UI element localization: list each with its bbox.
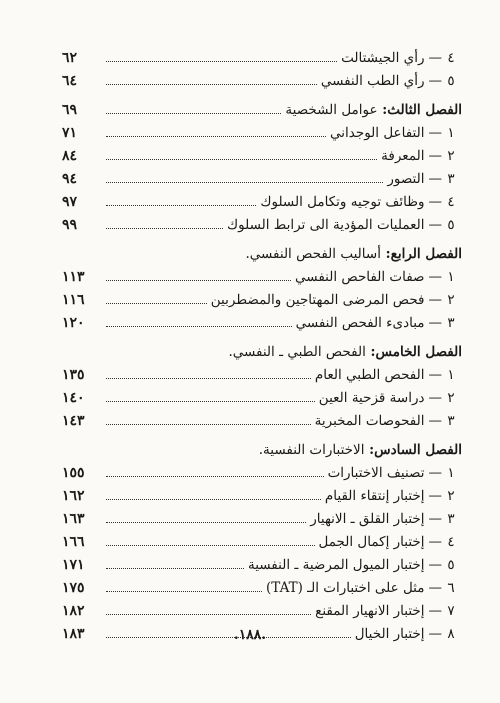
entry-title — [314, 366, 462, 383]
dash-separator: — — [428, 216, 442, 233]
table-of-contents — [62, 42, 462, 641]
entry-text: صفات الفاحص النفسي — [295, 268, 425, 285]
entry-title — [247, 556, 462, 573]
dot-leader — [106, 113, 281, 114]
dash-separator: — — [428, 579, 442, 596]
entry-title — [315, 602, 462, 619]
entry-title — [341, 49, 462, 66]
entry-number: ٣ — [447, 412, 455, 429]
toc-entry — [62, 284, 462, 307]
entry-text: مبادىء الفحص النفسي — [295, 314, 425, 331]
page-ref: ٧١ — [62, 125, 78, 141]
dash-separator: — — [428, 291, 442, 308]
entry-text: التفاعل الوجداني — [330, 124, 425, 141]
entry-text: إختبار القلق ـ الانهيار — [310, 510, 425, 527]
dash-separator: — — [428, 556, 442, 573]
entry-number: ١ — [447, 464, 455, 481]
entry-title — [318, 389, 462, 406]
entry-number: ٤ — [447, 193, 455, 210]
toc-entry — [62, 382, 462, 405]
page-ref: ١٨٢ — [62, 603, 85, 619]
toc-entry — [62, 209, 462, 232]
chapter-title — [228, 343, 462, 360]
dot-leader — [106, 476, 324, 477]
entry-number: ٢ — [447, 487, 455, 504]
entry-title — [381, 147, 462, 164]
toc-chapter-heading — [62, 433, 462, 457]
dash-separator: — — [428, 389, 442, 406]
dash-separator: — — [428, 49, 442, 66]
page-ref: ١٣٥ — [62, 367, 85, 383]
dot-leader — [106, 591, 262, 592]
entry-title — [320, 72, 462, 89]
chapter-label: الفصل السادس: — [369, 441, 462, 458]
page-ref: ١٤٠ — [62, 390, 85, 406]
chapter-name: الاختبارات النفسية. — [258, 441, 365, 458]
entry-number: ٦ — [447, 579, 455, 596]
dot-leader — [106, 228, 223, 229]
toc-entry — [62, 359, 462, 382]
entry-text: رأي الطب النفسي — [320, 72, 425, 89]
entry-text: دراسة قزحية العين — [318, 389, 425, 406]
chapter-title — [285, 101, 462, 118]
toc-entry — [62, 140, 462, 163]
entry-number: ١ — [447, 124, 455, 141]
entry-number: ٥ — [447, 216, 455, 233]
page-ref: ١١٣ — [62, 269, 85, 285]
entry-number: ٢ — [447, 147, 455, 164]
page-ref: ١٧١ — [62, 557, 85, 573]
page-ref: ٨٤ — [62, 148, 78, 164]
chapter-label: الفصل الرابع: — [385, 245, 462, 262]
entry-text: رأي الجيشتالت — [341, 49, 425, 66]
entry-text: مثل على اختبارات الـ (TAT) — [266, 579, 425, 596]
toc-entry — [62, 65, 462, 88]
toc-entry — [62, 186, 462, 209]
dot-leader — [106, 401, 315, 402]
dot-leader — [106, 568, 244, 569]
entry-text: وظائف توجيه وتكامل السلوك — [260, 193, 425, 210]
toc-chapter-heading — [62, 237, 462, 261]
dash-separator: — — [428, 314, 442, 331]
dash-separator: — — [428, 193, 442, 210]
chapter-label: الفصل الثالث: — [382, 101, 462, 118]
dot-leader — [106, 378, 311, 379]
toc-entry — [62, 503, 462, 526]
entry-title — [260, 193, 462, 210]
dot-leader — [106, 205, 256, 206]
chapter-name: الفحص الطبي ـ النفسي. — [228, 343, 366, 360]
dot-leader — [106, 159, 377, 160]
entry-text: إختبار الانهيار المقنع — [315, 602, 425, 619]
toc-entry — [62, 42, 462, 65]
dash-separator: — — [428, 170, 442, 187]
entry-title — [295, 314, 462, 331]
entry-text: التصور — [387, 170, 425, 187]
entry-title — [266, 579, 462, 596]
entry-title — [295, 268, 462, 285]
toc-chapter-heading — [62, 335, 462, 359]
toc-entry — [62, 549, 462, 572]
dot-leader — [106, 61, 337, 62]
toc-entry — [62, 261, 462, 284]
dash-separator: — — [428, 72, 442, 89]
dot-leader — [106, 614, 311, 615]
entry-number: ١ — [447, 366, 455, 383]
dash-separator: — — [428, 625, 442, 642]
toc-entry — [62, 526, 462, 549]
entry-text: إختبار إنتقاء القيام — [324, 487, 425, 504]
entry-number: ٥ — [447, 556, 455, 573]
chapter-title — [245, 245, 462, 262]
page-ref: ٦٤ — [62, 73, 78, 89]
page-ref: ١٢٠ — [62, 315, 85, 331]
entry-text: إختبار الميول المرضية ـ النفسية — [247, 556, 425, 573]
entry-number: ٢ — [447, 291, 455, 308]
entry-number: ٣ — [447, 170, 455, 187]
entry-title — [314, 412, 462, 429]
toc-entry — [62, 480, 462, 503]
toc-entry — [62, 117, 462, 140]
dash-separator: — — [428, 464, 442, 481]
page-ref: ٦٩ — [62, 102, 78, 118]
page-ref: ١٦٣ — [62, 511, 85, 527]
toc-entry — [62, 163, 462, 186]
page-ref: ٩٧ — [62, 194, 78, 210]
entry-text: العمليات المؤدية الى ترابط السلوك — [227, 216, 425, 233]
dot-leader — [106, 136, 326, 137]
entry-number: ٣ — [447, 510, 455, 527]
entry-title — [327, 464, 462, 481]
page-ref: ٦٢ — [62, 50, 78, 66]
dot-leader — [106, 303, 207, 304]
chapter-name: أساليب الفحص النفسي. — [245, 245, 381, 262]
entry-title — [210, 291, 462, 308]
chapter-label: الفصل الخامس: — [370, 343, 462, 360]
chapter-title — [258, 441, 462, 458]
dot-leader — [106, 499, 321, 500]
entry-title — [310, 510, 462, 527]
page-ref: ١٨٣ — [62, 626, 85, 642]
dash-separator: — — [428, 487, 442, 504]
page-ref: ٩٤ — [62, 171, 78, 187]
entry-text: الفحص الطبي العام — [314, 366, 425, 383]
dash-separator: — — [428, 124, 442, 141]
entry-text: إختبار إكمال الجمل — [318, 533, 425, 550]
dash-separator: — — [428, 602, 442, 619]
toc-chapter-heading — [62, 93, 462, 117]
entry-number: ١ — [447, 268, 455, 285]
dash-separator: — — [428, 510, 442, 527]
dot-leader — [106, 182, 383, 183]
dash-separator: — — [428, 268, 442, 285]
entry-number: ٥ — [447, 72, 455, 89]
page-ref: ١١٦ — [62, 292, 85, 308]
dash-separator: — — [428, 147, 442, 164]
page-ref: ٩٩ — [62, 217, 78, 233]
toc-entry — [62, 405, 462, 428]
dash-separator: — — [428, 533, 442, 550]
entry-title — [324, 487, 462, 504]
dot-leader — [106, 522, 306, 523]
toc-entry — [62, 572, 462, 595]
entry-number: ٤ — [447, 533, 455, 550]
dash-separator: — — [428, 366, 442, 383]
page-number: .١٨٨. — [233, 627, 267, 643]
page-ref: ١٦٦ — [62, 534, 85, 550]
entry-number: ٢ — [447, 389, 455, 406]
entry-number: ٣ — [447, 314, 455, 331]
dot-leader — [106, 84, 317, 85]
page-ref: ١٥٥ — [62, 465, 85, 481]
toc-entry — [62, 595, 462, 618]
entry-text: فحص المرضى المهتاجين والمضطربين — [210, 291, 425, 308]
dot-leader — [106, 424, 311, 425]
page-ref: ١٦٢ — [62, 488, 85, 504]
page-number-value: ١٨٨ — [238, 627, 262, 643]
entry-title — [227, 216, 462, 233]
entry-number: ٧ — [447, 602, 455, 619]
entry-number: ٨ — [447, 625, 455, 642]
chapter-name: عوامل الشخصية — [285, 101, 378, 118]
entry-title — [330, 124, 462, 141]
dash-separator: — — [428, 412, 442, 429]
toc-entry — [62, 457, 462, 480]
dot-leader — [106, 545, 315, 546]
entry-title — [387, 170, 462, 187]
entry-number: ٤ — [447, 49, 455, 66]
page-ref: ١٧٥ — [62, 580, 85, 596]
dot-leader — [106, 280, 291, 281]
entry-text: تصنيف الاختبارات — [327, 464, 425, 481]
entry-text: الفحوصات المخبرية — [314, 412, 425, 429]
entry-title — [318, 533, 462, 550]
toc-entry — [62, 307, 462, 330]
entry-text: إختبار الخيال — [354, 625, 425, 642]
dot-leader — [106, 326, 292, 327]
page-ref: ١٤٣ — [62, 413, 85, 429]
entry-text: المعرفة — [381, 147, 425, 164]
